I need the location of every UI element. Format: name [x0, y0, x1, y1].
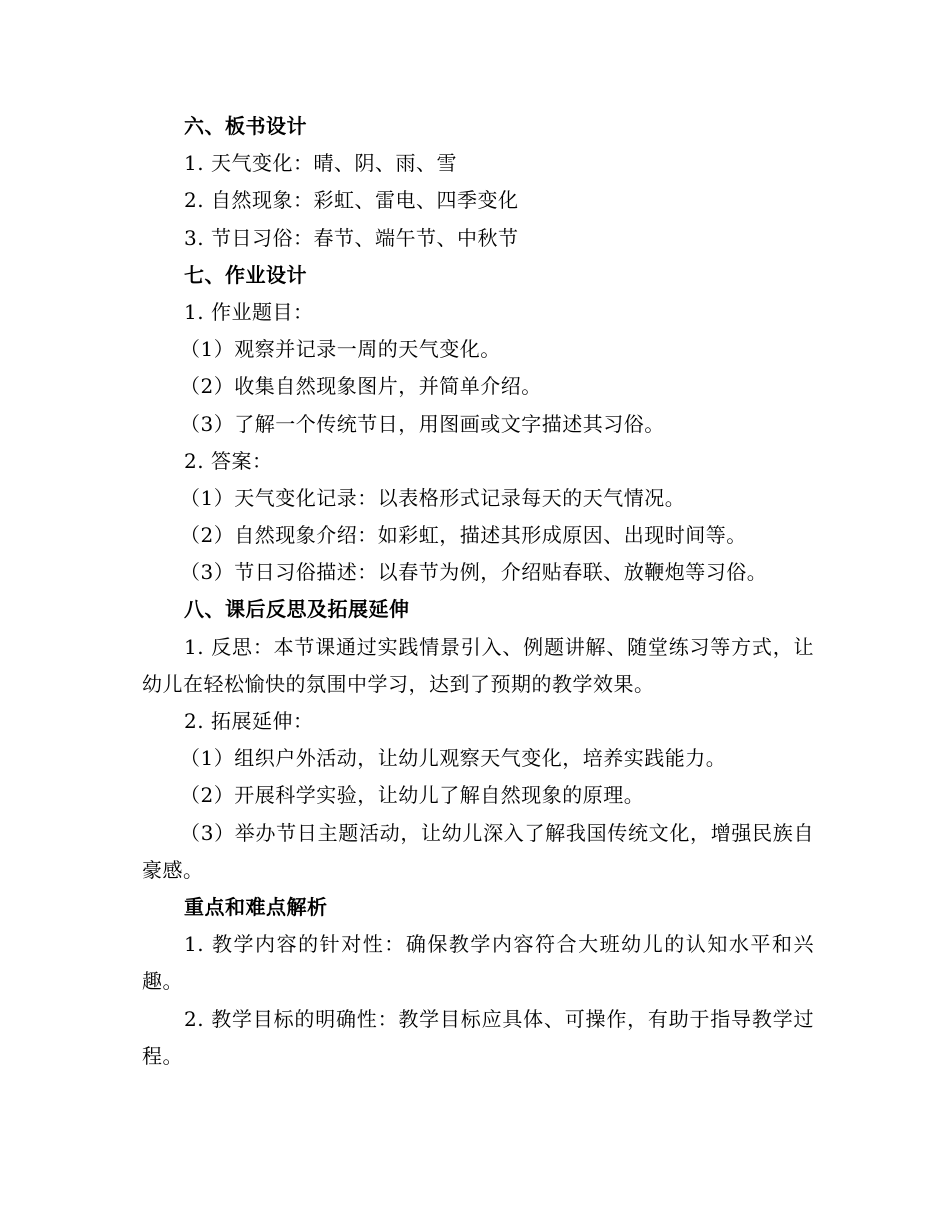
document-body — [142, 108, 814, 1075]
extension-item: （1）组织户外活动，让幼儿观察天气变化，培养实践能力。 — [180, 746, 727, 771]
board-item: 3. 节日习俗：春节、端午节、中秋节 — [184, 225, 519, 250]
extension-item: （3）举办节日主题活动，让幼儿深入了解我国传统文化，增强民族自豪感。 — [142, 820, 814, 882]
answer-item: （1）天气变化记录：以表格形式记录每天的天气情况。 — [180, 485, 686, 510]
homework-item: （2）收集自然现象图片，并简单介绍。 — [180, 374, 542, 399]
extension-item: （2）开展科学实验，让幼儿了解自然现象的原理。 — [180, 783, 645, 808]
homework-item: （3）了解一个传统节日，用图画或文字描述其习俗。 — [180, 411, 665, 436]
homework-item: （1）观察并记录一周的天气变化。 — [180, 337, 501, 362]
answer-title: 2. 答案： — [184, 448, 273, 473]
section-heading-homework: 七、作业设计 — [184, 262, 307, 287]
extension-title: 2. 拓展延伸： — [184, 709, 314, 734]
board-item: 2. 自然现象：彩虹、雷电、四季变化 — [184, 188, 519, 213]
section-heading-board-design: 六、板书设计 — [184, 114, 307, 138]
reflection-paragraph: 1. 反思：本节课通过实践情景引入、例题讲解、随堂练习等方式，让幼儿在轻松愉快的氛围中学习，达到了预期的教学效果。 — [142, 634, 814, 696]
section-heading-reflection: 八、课后反思及拓展延伸 — [184, 597, 410, 622]
homework-title: 1. 作业题目： — [184, 299, 314, 324]
analysis-point: 1. 教学内容的针对性：确保教学内容符合大班幼儿的认知水平和兴趣。 — [142, 932, 814, 994]
answer-item: （2）自然现象介绍：如彩虹，描述其形成原因、出现时间等。 — [180, 523, 747, 548]
analysis-point: 2. 教学目标的明确性：教学目标应具体、可操作，有助于指导教学过程。 — [142, 1006, 814, 1068]
answer-item: （3）节日习俗描述：以春节为例，介绍贴春联、放鞭炮等习俗。 — [180, 560, 768, 585]
section-heading-analysis: 重点和难点解析 — [184, 895, 328, 919]
board-item: 1. 天气变化：晴、阴、雨、雪 — [184, 151, 457, 176]
